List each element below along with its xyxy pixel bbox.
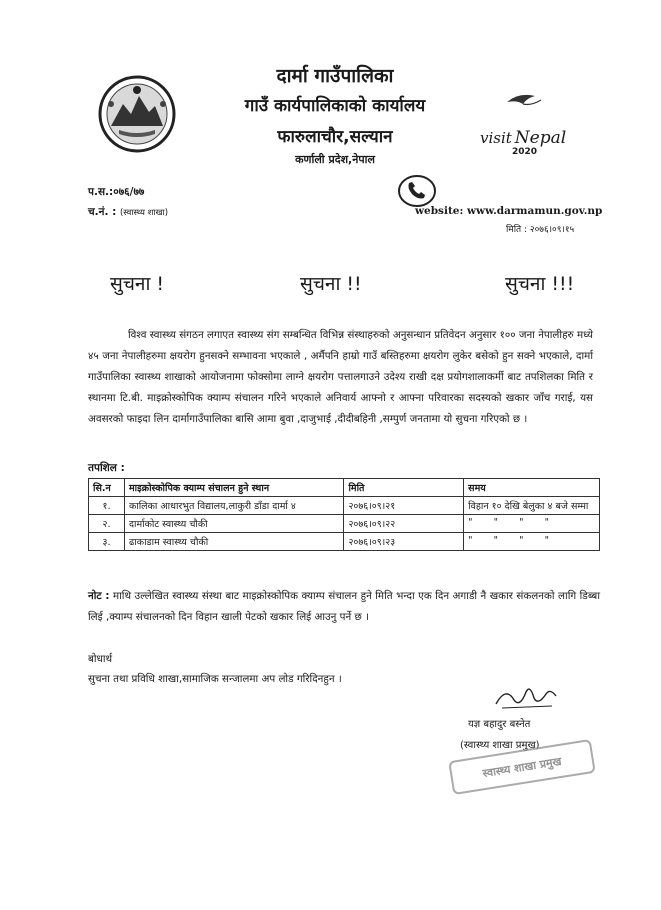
table-row <box>89 515 600 533</box>
cell-time: " " " " <box>464 515 600 533</box>
office-subtitle: गाउँ कार्यपालिकाको कार्यालय <box>244 96 426 116</box>
notice-body: विश्व स्वास्थ्य संगठन लगाएत स्वास्थ्य संग सम्बन्धित विभिन्न संस्थाहरुको अनुसन्धान प्रतिवेदन अनुसार १०० जना नेपालीहरु मध्ये ४५ जना नेपालीहरुमा क्षयरोग हुनसक्ने सम्भावना भएकाले , अर्मैपनि हाम्रो गाउँ बस्तिहरुमा क्षयरोग लुकेर बसेको हुन सक्ने भएकाले, दार्मा गाउँपालिका स्वास्थ्य शाखाको आयोजनामा फोक्सोमा लाग्ने क्षयरोग पत्तालगाउने उदेश्य राखी दक्ष प्रयोगशालाकर्मी बाट तपशिलका मिति र स्थानमा टि.बी. माइक्रोस्कोपिक क्याम्प संचालन गरिने भएकाले अनिवार्य आफ्नो र आफ्ना परिवारका सदस्यको खकार जाँच गराई, यस अवसरको फाइदा लिन दार्मागाउँपालिका बासि आमा बुवा ,दाजुभाई ,दीदीबहिनी ,सम्पुर्ण जनतामा यो सुचना गरिएको छ । <box>88 329 593 425</box>
table-row <box>89 533 600 551</box>
phone-icon <box>397 174 437 208</box>
cell-time: विहान १० देखि बेलुका ४ बजे सम्मा <box>464 497 600 515</box>
stamp-text: स्वास्थ्य शाखा प्रमुख <box>481 754 563 780</box>
table-row <box>89 497 600 515</box>
office-name: दार्मा गाउँपालिका <box>276 65 394 87</box>
schedule-table <box>88 478 600 551</box>
visit-text: visit <box>480 129 512 147</box>
cell-location: ढाकाडाम स्वास्थ्य चौकी <box>124 533 343 551</box>
cell-date: २०७६।०९।२३ <box>344 533 464 551</box>
signatory-name: यज्ञ बहादुर बस्नेत <box>468 719 531 730</box>
table-header-row <box>89 479 600 497</box>
signature-icon <box>492 682 562 712</box>
date: मिति : २०७६।०९।१५ <box>506 225 575 235</box>
website: website: www.darmamun.gov.np <box>415 205 603 217</box>
cell-serial: २. <box>89 515 125 533</box>
reference-number: प.स.:०७६/७७ <box>88 186 145 198</box>
office-province: कर्णाली प्रदेश,नेपाल <box>295 153 375 166</box>
note-paragraph <box>88 586 600 628</box>
cell-location: कालिका आधारभुत विद्यालय,लाकुरी डाँडा दार्मा ४ <box>124 497 343 515</box>
dispatch-number <box>88 205 168 219</box>
cc-label: बोधार्थ <box>88 653 113 665</box>
cell-serial: ३. <box>89 533 125 551</box>
nepal-emblem-icon <box>97 74 177 154</box>
notice-3: सुचना !!! <box>505 273 575 295</box>
header-date: मिति <box>344 479 464 497</box>
cell-time: " " " " <box>464 533 600 551</box>
details-heading: तपशिल : <box>88 462 125 474</box>
visit-nepal-year: 2020 <box>512 147 538 157</box>
dispatch-label: च.नं. : <box>88 206 117 218</box>
signatory-title: (स्वास्थ्य शाखा प्रमुख) <box>460 740 540 751</box>
note-label: नोट : <box>88 590 110 602</box>
cell-date: २०७६।०९।२२ <box>344 515 464 533</box>
cc-recipient: सुचना तथा प्रविधि शाखा,सामाजिक सन्जालमा अप लोड गरिदिनहुन । <box>88 673 342 685</box>
header-time: समय <box>464 479 600 497</box>
notice-1: सुचना ! <box>110 273 165 295</box>
note-text: माथि उल्लेखित स्वास्थ्य संस्था बाट माइक्रोस्कोपिक क्याम्प संचालन हुने मिति भन्दा एक दिन अगाडी नै खकार संकलनको लागि डिब्बा लिई ,क्याम्प संचालनको दिन विहान खाली पेटको खकार लिई आउनु पर्ने छ । <box>88 590 600 623</box>
visit-nepal-bird-icon <box>505 88 545 110</box>
header-serial: सि.न <box>89 479 125 497</box>
nepal-text: Nepal <box>514 128 567 148</box>
dispatch-value: (स्वास्थ्य शाखा) <box>119 208 169 218</box>
notice-2: सुचना !! <box>300 273 362 295</box>
visit-nepal-logo <box>480 128 566 148</box>
cell-serial: १. <box>89 497 125 515</box>
header-location: माइक्रोस्कोपिक क्याम्प संचालन हुने स्थान <box>124 479 343 497</box>
office-location: फारुलाचौर,सल्यान <box>277 127 393 147</box>
cell-location: दार्माकोट स्वास्थ्य चौकी <box>124 515 343 533</box>
cell-date: २०७६।०९।२१ <box>344 497 464 515</box>
